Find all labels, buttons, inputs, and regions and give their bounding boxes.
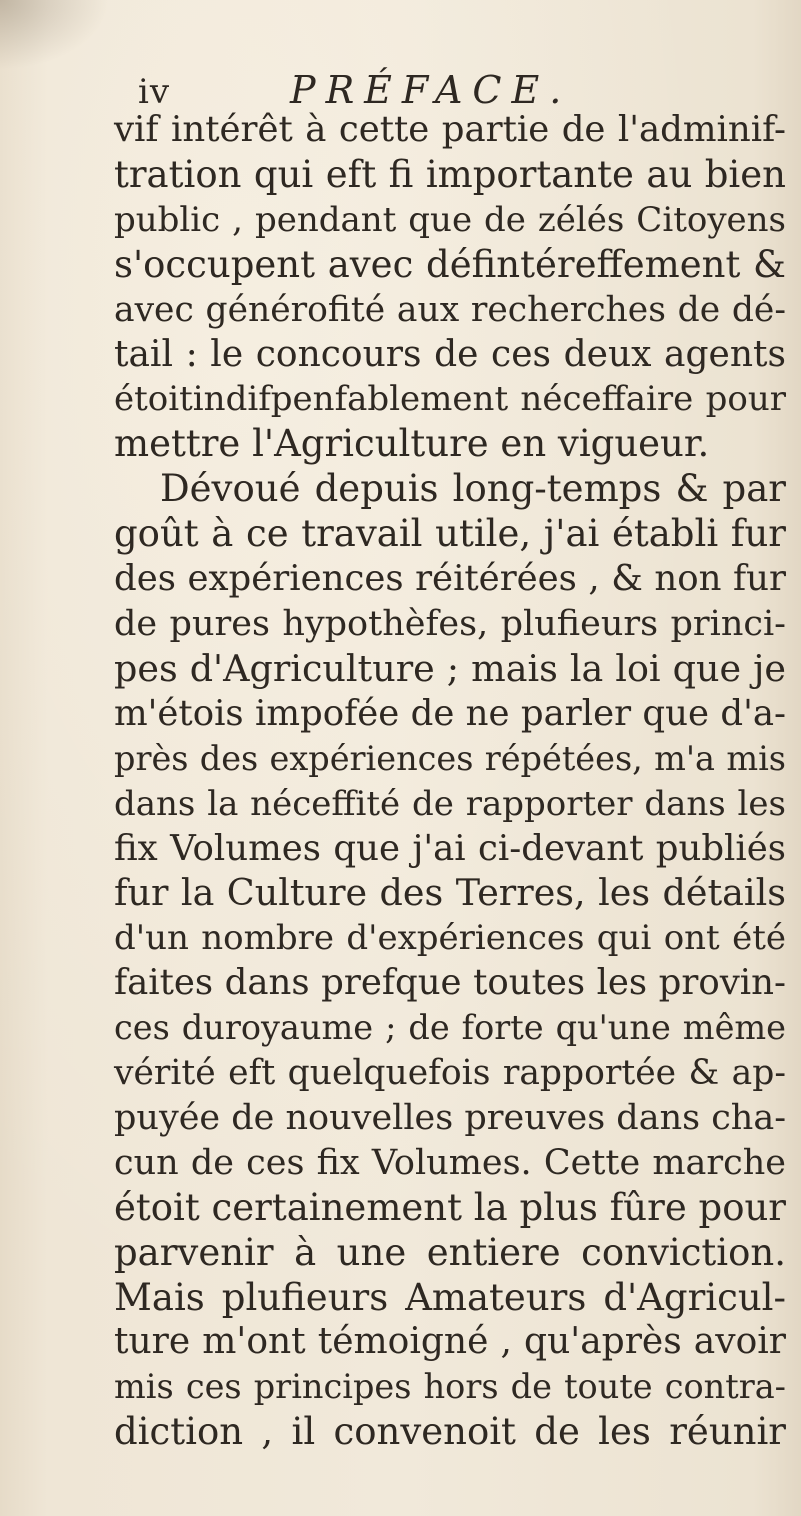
text-line: mis ces principes hors de toute contra-	[114, 1367, 786, 1407]
text-line: vérité eft quelquefois rapportée & ap-	[114, 1053, 786, 1094]
text-line: étoitindifpenfablement néceffaire pour	[114, 379, 786, 420]
text-line: tail : le concours de ces deux agents	[114, 333, 786, 375]
text-line: public , pendant que de zélés Citoyens	[114, 199, 786, 240]
text-line: dans la néceffité de rapporter dans les	[114, 783, 786, 824]
text-line: pes d'Agriculture ; mais la loi que je	[114, 646, 786, 690]
text-line: fix Volumes que j'ai ci-devant publiés	[114, 827, 786, 869]
text-line: tration qui eft fi importante au bien	[114, 152, 786, 196]
text-line: m'étois impofée de ne parler que d'a-	[114, 692, 786, 734]
text-line: vif intérêt à cette partie de l'adminif-	[114, 109, 786, 150]
text-line: ture m'ont témoigné , qu'après avoir	[114, 1321, 786, 1363]
text-line: cun de ces fix Volumes. Cette marche	[114, 1142, 786, 1183]
text-line: ces duroyaume ; de forte qu'une même	[114, 1008, 786, 1048]
text-line: de pures hypothèfes, plufieurs princi-	[114, 603, 786, 644]
text-line: faites dans prefque toutes les provin-	[114, 962, 786, 1004]
text-line: avec générofité aux recherches de dé-	[114, 289, 786, 330]
text-line: des expériences réitérées , & non fur	[114, 558, 786, 600]
text-line: près des expériences répétées, m'a mis	[114, 738, 786, 778]
text-line: s'occupent avec défintéreffement &	[114, 242, 786, 286]
text-line: puyée de nouvelles preuves dans cha-	[114, 1097, 787, 1138]
paragraph-start-line: Dévoué depuis long-temps & par	[160, 467, 786, 511]
text-line: Mais plufieurs Amateurs d'Agricul-	[114, 1275, 786, 1319]
text-line: étoit certainement la plus fûre pour	[114, 1185, 786, 1229]
text-line: d'un nombre d'expériences qui ont été	[114, 918, 786, 959]
text-line: fur la Culture des Terres, les détails	[114, 871, 786, 915]
text-line: goût à ce travail utile, j'ai établi fur	[114, 512, 786, 556]
running-title: PRÉFACE.	[290, 68, 572, 112]
text-line: diction , il convenoit de les réunir	[114, 1410, 786, 1454]
page-corner-shadow	[0, 0, 110, 70]
text-line: mettre l'Agriculture en vigueur.	[114, 422, 710, 466]
body-text	[114, 108, 794, 1455]
page-number: iv	[138, 72, 171, 112]
text-line: parvenir à une entiere conviction.	[114, 1230, 786, 1274]
